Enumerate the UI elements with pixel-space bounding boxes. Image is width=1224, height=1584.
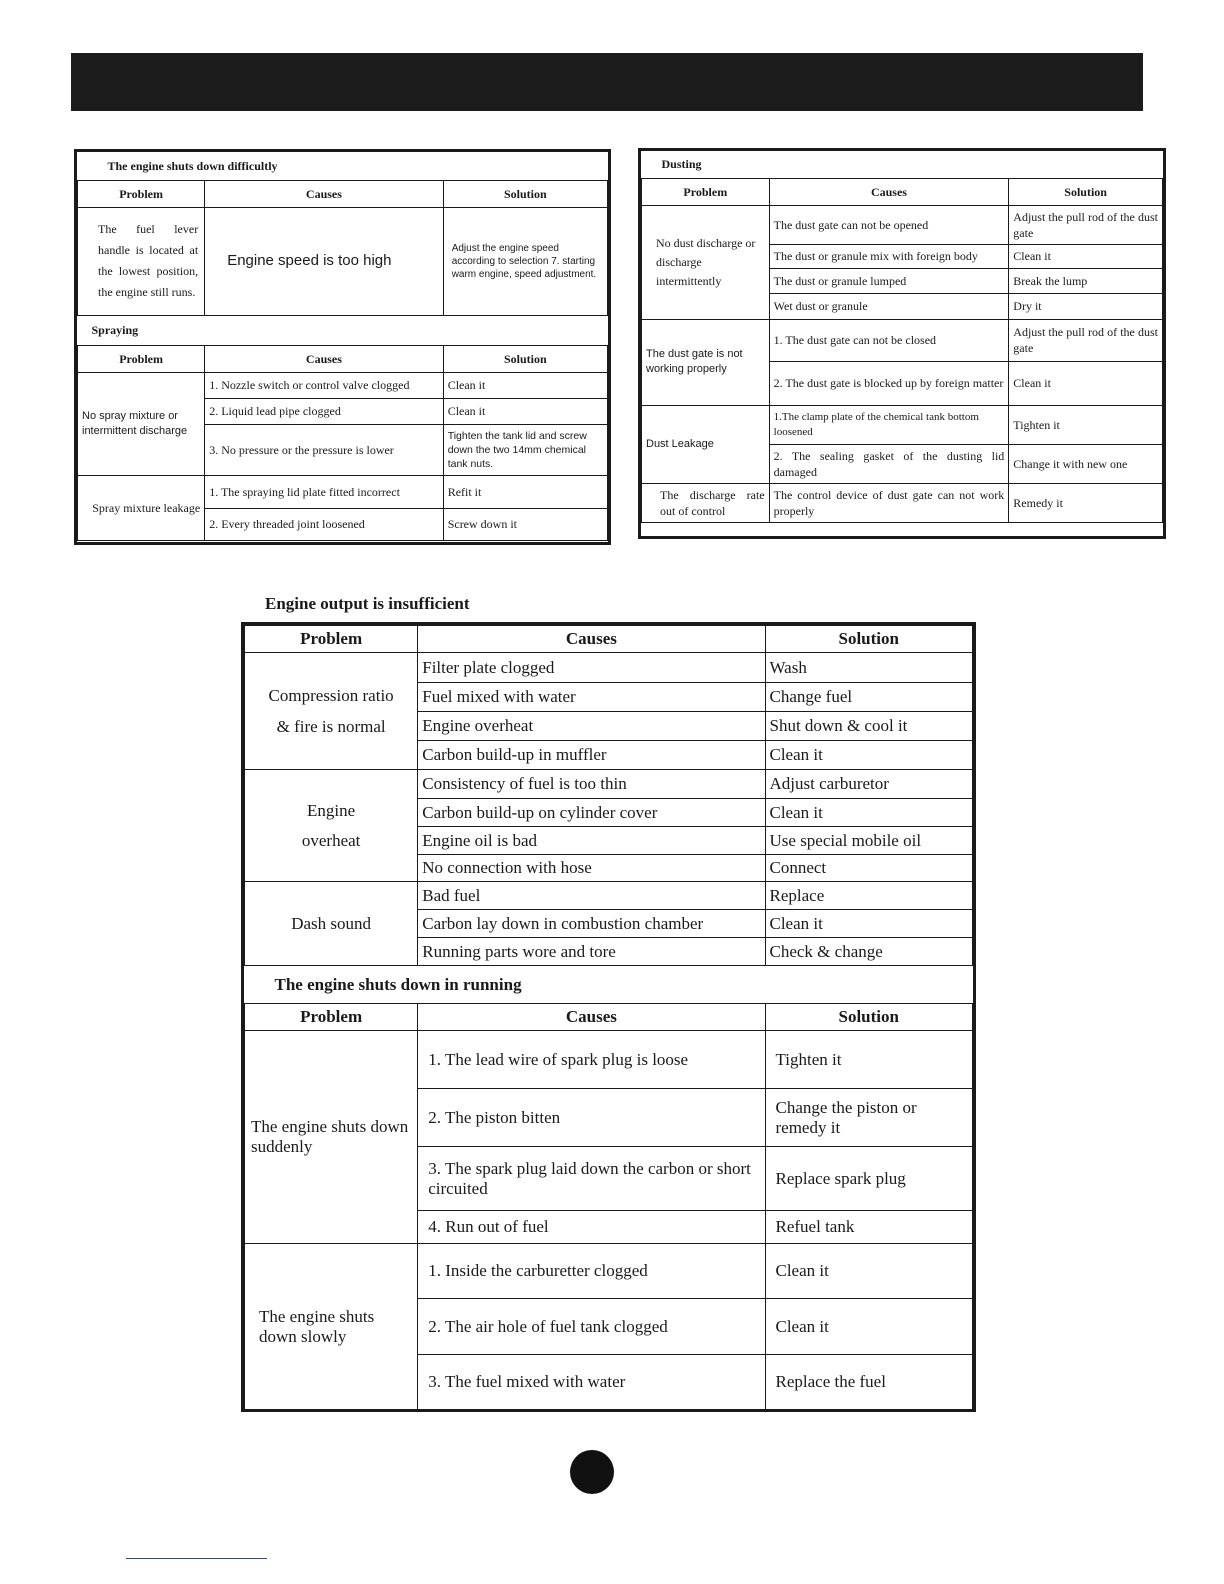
col-header-problem: Problem: [78, 180, 205, 207]
solution-cell: Break the lump: [1009, 268, 1163, 293]
solution-cell: Adjust carburetor: [765, 770, 973, 799]
cause-cell: 1. The dust gate can not be closed: [769, 319, 1009, 361]
solution-cell: Clean it: [765, 741, 973, 770]
solution-cell: Refit it: [443, 475, 607, 508]
problem-cell: No dust discharge or discharge intermittently: [642, 205, 770, 319]
cause-cell: Engine overheat: [418, 712, 765, 741]
col-header-problem: Problem: [78, 345, 205, 372]
cause-cell: Consistency of fuel is too thin: [418, 770, 765, 799]
cause-cell: The control device of dust gate can not work properly: [769, 483, 1009, 522]
col-header-causes: Causes: [205, 345, 444, 372]
col-header-problem: Problem: [245, 1004, 418, 1031]
solution-cell: Replace spark plug: [765, 1147, 973, 1211]
solution-cell: Clean it: [765, 910, 973, 938]
problem-cell: No spray mixture or intermittent discharge: [78, 372, 205, 475]
col-header-solution: Solution: [443, 180, 607, 207]
cause-cell: 3. No pressure or the pressure is lower: [205, 424, 444, 475]
col-header-problem: Problem: [642, 178, 770, 205]
cause-cell: Wet dust or granule: [769, 293, 1009, 319]
cause-cell: 1.The clamp plate of the chemical tank bottom loosened: [769, 405, 1009, 444]
solution-cell: Clean it: [765, 799, 973, 827]
solution-cell: Check & change: [765, 938, 973, 966]
solution-cell: Adjust the engine speed according to selection 7. starting warm engine, speed adjustment.: [443, 207, 607, 315]
solution-cell: Connect: [765, 855, 973, 882]
cause-cell: The dust or granule mix with foreign body: [769, 244, 1009, 268]
cause-cell: The dust or granule lumped: [769, 268, 1009, 293]
engine-output-table: [241, 622, 976, 1412]
cause-cell: Filter plate clogged: [418, 653, 765, 683]
col-header-causes: Causes: [418, 1004, 765, 1031]
cause-cell: 3. The fuel mixed with water: [418, 1355, 765, 1410]
col-header-solution: Solution: [765, 1004, 973, 1031]
cause-cell: The dust gate can not be opened: [769, 205, 1009, 244]
solution-cell: Replace: [765, 882, 973, 910]
col-header-causes: Causes: [418, 626, 765, 653]
spraying-title: Spraying: [78, 315, 608, 345]
solution-cell: Clean it: [1009, 361, 1163, 405]
solution-cell: Replace the fuel: [765, 1355, 973, 1410]
col-header-solution: Solution: [443, 345, 607, 372]
solution-cell: Clean it: [765, 1244, 973, 1299]
cause-cell: Fuel mixed with water: [418, 683, 765, 712]
cause-cell: 2. The sealing gasket of the dusting lid damaged: [769, 444, 1009, 483]
cause-cell: 2. Every threaded joint loosened: [205, 508, 444, 540]
cause-cell: 2. The dust gate is blocked up by foreign matter: [769, 361, 1009, 405]
problem-cell: Compression ratio & fire is normal: [245, 653, 418, 770]
solution-cell: Clean it: [765, 1299, 973, 1355]
solution-cell: Change fuel: [765, 683, 973, 712]
section-title: The engine shuts down difficultly: [78, 152, 608, 180]
col-header-solution: Solution: [1009, 178, 1163, 205]
solution-cell: Change it with new one: [1009, 444, 1163, 483]
cause-cell: 2. The piston bitten: [418, 1089, 765, 1147]
problem-cell: The fuel lever handle is located at the lowest position, the engine still runs.: [78, 207, 205, 315]
dusting-title: Dusting: [642, 151, 1163, 178]
solution-cell: Adjust the pull rod of the dust gate: [1009, 205, 1163, 244]
table-footer-spacer: [642, 522, 1163, 536]
cause-cell: 2. The air hole of fuel tank clogged: [418, 1299, 765, 1355]
cause-cell: Carbon lay down in combustion chamber: [418, 910, 765, 938]
shutdown-difficult-table: [74, 149, 611, 545]
problem-cell: Engine overheat: [245, 770, 418, 882]
solution-cell: Use special mobile oil: [765, 827, 973, 855]
solution-cell: Clean it: [1009, 244, 1163, 268]
solution-cell: Tighten it: [1009, 405, 1163, 444]
problem-cell: The discharge rate out of control: [642, 483, 770, 522]
solution-cell: Clean it: [443, 372, 607, 398]
running-title: The engine shuts down in running: [245, 966, 973, 1004]
footer-rule: [126, 1558, 267, 1559]
solution-cell: Tighten the tank lid and screw down the two 14mm chemical tank nuts.: [443, 424, 607, 475]
cause-cell: 4. Run out of fuel: [418, 1211, 765, 1244]
solution-cell: Change the piston or remedy it: [765, 1089, 973, 1147]
cause-cell: 1. Nozzle switch or control valve clogged: [205, 372, 444, 398]
page-number-dot: [570, 1450, 614, 1494]
solution-cell: Remedy it: [1009, 483, 1163, 522]
solution-cell: Wash: [765, 653, 973, 683]
cause-cell: 3. The spark plug laid down the carbon or short circuited: [418, 1147, 765, 1211]
cause-cell: Carbon build-up on cylinder cover: [418, 799, 765, 827]
cause-cell: Running parts wore and tore: [418, 938, 765, 966]
solution-cell: Screw down it: [443, 508, 607, 540]
solution-cell: Clean it: [443, 398, 607, 424]
solution-cell: Dry it: [1009, 293, 1163, 319]
solution-cell: Adjust the pull rod of the dust gate: [1009, 319, 1163, 361]
problem-cell: The engine shuts down suddenly: [245, 1031, 418, 1244]
problem-cell: The dust gate is not working properly: [642, 319, 770, 405]
engine-output-title: Engine output is insufficient: [265, 594, 470, 613]
col-header-causes: Causes: [769, 178, 1009, 205]
cause-cell: Bad fuel: [418, 882, 765, 910]
cause-cell: 2. Liquid lead pipe clogged: [205, 398, 444, 424]
cause-cell: Carbon build-up in muffler: [418, 741, 765, 770]
problem-cell: Spray mixture leakage: [78, 475, 205, 540]
solution-cell: Refuel tank: [765, 1211, 973, 1244]
cause-cell: 1. The lead wire of spark plug is loose: [418, 1031, 765, 1089]
cause-cell: No connection with hose: [418, 855, 765, 882]
header-bar: [71, 53, 1143, 111]
cause-cell: 1. Inside the carburetter clogged: [418, 1244, 765, 1299]
problem-cell: The engine shuts down slowly: [245, 1244, 418, 1410]
dusting-table: [638, 148, 1166, 539]
problem-cell: Dust Leakage: [642, 405, 770, 483]
cause-cell: Engine speed is too high: [205, 207, 444, 315]
col-header-causes: Causes: [205, 180, 444, 207]
cause-cell: 1. The spraying lid plate fitted incorrect: [205, 475, 444, 508]
solution-cell: Shut down & cool it: [765, 712, 973, 741]
problem-cell: Dash sound: [245, 882, 418, 966]
cause-cell: Engine oil is bad: [418, 827, 765, 855]
solution-cell: Tighten it: [765, 1031, 973, 1089]
col-header-problem: Problem: [245, 626, 418, 653]
col-header-solution: Solution: [765, 626, 973, 653]
